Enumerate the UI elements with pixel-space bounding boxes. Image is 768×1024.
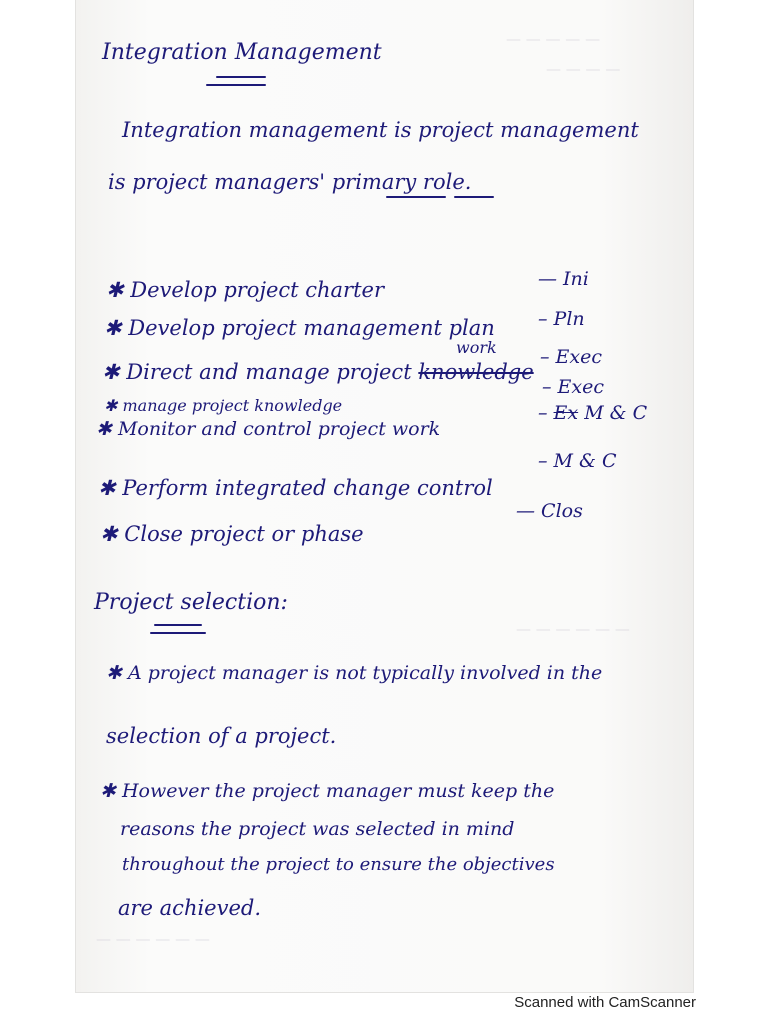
note-line: are achieved. [118,896,262,920]
role-underline [454,196,494,198]
process-name: Close project or phase [124,522,364,546]
process-item: ✱ Perform integrated change control [98,476,493,500]
insert-word: work [456,338,497,357]
process-group-code: – Exec [540,346,603,368]
process-group-code: – Ex M & C [538,402,648,424]
process-group-code: – Pln [538,308,585,330]
process-group-code: — Clos [516,500,583,522]
process-item: ✱ manage project knowledge [104,396,343,415]
note-line: reasons the project was selected in mind [120,818,515,840]
process-name: Perform integrated change control [122,476,493,500]
process-name: Develop project charter [130,278,385,302]
intro-line-2: is project managers' primary role. [108,170,472,194]
process-name: manage project knowledge [122,396,343,415]
process-group-code: — Ini [538,268,589,290]
section-underline [154,624,202,626]
title-underline [216,76,266,78]
section-heading: Project selection: [94,590,288,615]
section-underline [150,632,206,634]
note-line: throughout the project to ensure the objectives [122,854,555,875]
process-group-code: – Exec [542,376,605,398]
process-item: ✱ Develop project charter [106,278,385,302]
intro-line-1: Integration management is project management [122,118,639,142]
note-line: selection of a project. [106,724,337,748]
process-code: Exec [557,376,605,398]
notebook-page: — — — — — — — — — — — — — — — — — — — — — Integration Management Integration management is project management is project managers' primary role. ✱ Develop project charter — Ini ✱ Develop project management plan – Pln work ✱ Direct and manage project knowledge – Exec ✱ manage project knowledge – Exec ✱ Monitor and control project work – Ex M & C ✱ Perform integrated change control – M & C ✱ Close project or phase — Clos Project selection: ✱ A project manager is not typically involved in the selection of a project. ✱ However the project manager must keep the reasons the project was selected in mind throughout the project to ensure the objectives are achieved. [76,0,693,992]
scanner-watermark: Scanned with CamScanner [514,994,696,1011]
title-underline [206,84,266,86]
process-item: ✱ Close project or phase [100,522,364,546]
process-name: Develop project management plan [128,316,495,340]
note-line: ✱ A project manager is not typically involved in the [106,662,603,684]
process-item: ✱ Direct and manage project knowledge [102,360,534,384]
struck-word: knowledge [418,360,534,384]
process-name: Monitor and control project work [117,418,441,440]
process-item: ✱ Develop project management plan [104,316,495,340]
process-code: M & C [553,450,617,472]
process-code: Ini [563,268,589,290]
process-group-code: – M & C [538,450,617,472]
process-code: Clos [541,500,583,522]
process-code: M & C [584,402,648,424]
process-name: Direct and manage project [126,360,412,384]
process-item: ✱ Monitor and control project work [96,418,441,440]
process-code: Exec [555,346,603,368]
primary-underline [386,196,446,198]
process-code: Pln [553,308,585,330]
page-title: Integration Management [102,40,382,65]
note-line: ✱ However the project manager must keep the [100,780,555,802]
struck-code: Ex [553,402,579,424]
